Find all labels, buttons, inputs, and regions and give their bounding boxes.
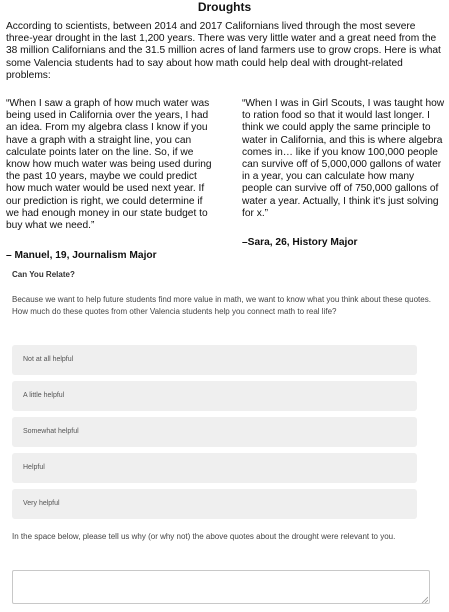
quote-attribution-manuel: – Manuel, 19, Journalism Major	[6, 250, 157, 261]
open-response-textarea[interactable]	[12, 570, 430, 604]
survey-question: Because we want to help future students find more value in math, we want to know what you think about these quotes. How much do these quotes from other Valencia students help you connect math to real life?	[12, 295, 431, 317]
open-response-prompt: In the space below, please tell us why (or why not) the above quotes about the drought were relevant to you.	[12, 532, 396, 541]
option-somewhat-helpful[interactable]: Somewhat helpful	[12, 417, 417, 447]
page-title: Droughts	[197, 0, 252, 14]
quote-sara: “When I was in Girl Scouts, I was taught how to ration food so that it would last longer. I think we could apply the same principle to water in California, and this is where algebra comes in… like if you know 100,000 people can survive off of 5,000,000 gallons of water in a year, you can calculate how many people can survive off of 750,000 gallons of water a year. Actually, I think it's just solving for x.”	[242, 98, 445, 219]
section-title: Can You Relate?	[12, 270, 75, 279]
quote-manuel: “When I saw a graph of how much water was being used in California over the years, I had an idea. From my algebra class I know if you have a graph with a straight line, you can calculate points later on the line. So, if we know how much water was being used during the past 10 years, maybe we could predict how much water would be used next year. If our prediction is right, we could determine if we had enough money in our state budget to buy what we need.”	[6, 98, 212, 232]
option-helpful[interactable]: Helpful	[12, 453, 417, 483]
resize-grip-icon[interactable]	[421, 596, 428, 603]
option-very-helpful[interactable]: Very helpful	[12, 489, 417, 519]
option-a-little-helpful[interactable]: A little helpful	[12, 381, 417, 411]
intro-paragraph: According to scientists, between 2014 and 2017 Californians lived through the most severe three-year drought in the last 1,200 years. There was very little water and a great need from the 38 million Californians and the 31.5 million acres of land farmers use to grow crops. Here is what some Valencia students had to say about how math could help deal with drought-related problems:	[6, 21, 441, 81]
quote-attribution-sara: –Sara, 26, History Major	[242, 237, 358, 248]
option-not-at-all-helpful[interactable]: Not at all helpful	[12, 345, 417, 375]
